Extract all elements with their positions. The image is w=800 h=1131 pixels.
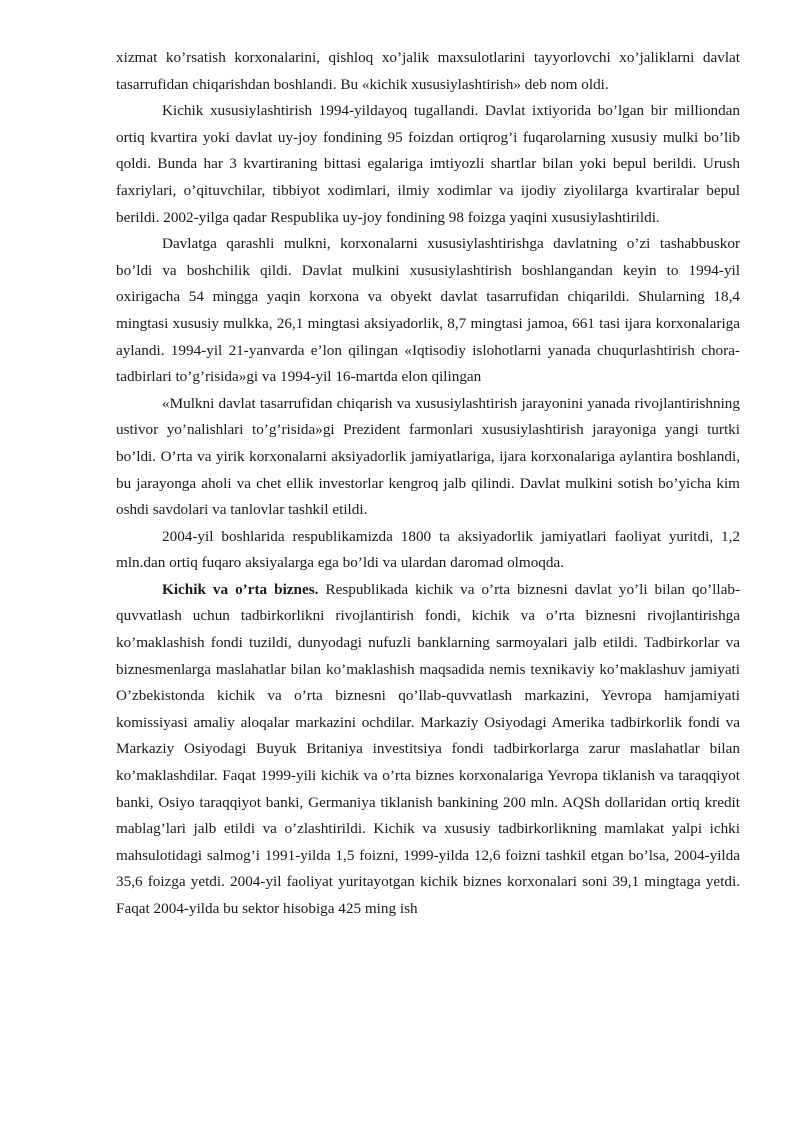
section-heading: Kichik va o’rta biznes. <box>162 580 319 598</box>
paragraph-6 <box>116 577 740 923</box>
paragraph-1-text: xizmat ko’rsatish korxonalarini, qishloq xo’jalik maxsulotlarini tayyorlovchi xo’jaliklarni davlat tasarrufidan chiqarishdan boshlandi. Bu «kichik xususiylashtirish» deb nom oldi. <box>116 49 740 93</box>
paragraph-4 <box>116 391 740 524</box>
paragraph-5-text: 2004-yil boshlarida respublikamizda 1800 ta aksiyadorlik jamiyatlari faoliyat yuritdi, 1,2 mln.dan ortiq fuqaro aksiyalarga ega bo’ldi va ulardan daromad olmoqda. <box>116 527 740 572</box>
paragraph-6-text: Respublikada kichik va o’rta biznesni davlat yo’li bilan qo’llab-quvvatlash uchun tadbirkorlikni rivojlantirish fondi, kichik va o’rta biznesni rivojlantirishga ko’maklashish fondi tuzildi, dunyodagi nufuzli banklarning sarmoyalari jalb etildi. Tadbirkorlar va biznesmenlarga maslahatlar bilan ko’maklashish maqsadida nemis texnikaviy ko’maklashuv jamiyati O’zbekistonda kichik va o’rta biznesni qo’llab-quvvatlash markazini, Yevropa hamjamiyati komissiyasi amaliy aloqalar markazini ochdilar. Markaziy Osiyodagi Amerika tadbirkorlik fondi va Markaziy Osiyodagi Buyuk Britaniya investitsiya fondi tadbirkorlarga zarur maslahatlar bilan ko’maklashdilar. Faqat 1999-yili kichik va o’rta biznes korxonalariga Yevropa tiklanish va taraqqiyot banki, Osiyo taraqqiyot banki, Germaniya tiklanish bankining 200 mln. AQSh dollaridan ortiq kredit mablag’lari jalb etildi va o’zlashtirildi. Kichik va xususiy tadbirkorlikning mamlakat yalpi ichki mahsulotidagi salmog’i 1991-yilda 1,5 foizni, 1999-yilda 12,6 foizni tashkil etgan bo’lsa, 2004-yilda 35,6 foizga yetdi. 2004-yil faoliyat yuritayotgan kichik biznes korxonalari soni 39,1 mingtaga yetdi. Faqat 2004-yilda bu sektor hisobiga 425 ming ish <box>116 580 740 917</box>
paragraph-5 <box>116 524 740 577</box>
paragraph-3-text: Davlatga qarashli mulkni, korxonalarni xususiylashtirishga davlatning o’zi tashabbuskor bo’ldi va boshchilik qildi. Davlat mulkini xususiylashtirish boshlangandan keyin to 1994-yil oxirigacha 54 mingga yaqin korxona va obyekt davlat tasarrufidan chiqarildi. Shularning 18,4 mingtasi xususiy mulkka, 26,1 mingtasi aksiyadorlik, 8,7 mingtasi jamoa, 661 tasi ijara korxonalariga aylandi. 1994-yil 21-yanvarda e’lon qilingan «Iqtisodiy islohotlarni yanada chuqurlashtirish chora-tadbirlari to’g’risida»gi va 1994-yil 16-martda elon qilingan <box>116 235 740 386</box>
paragraph-3 <box>116 231 740 391</box>
paragraph-4-text: «Mulkni davlat tasarrufidan chiqarish va xususiylashtirish jarayonini yanada rivojlantirishning ustivor yo’nalishlari to’g’risida»gi Prezident farmonlari xususiylashtirish jarayoniga yangi turtki bo’ldi. O’rta va yirik korxonalarni aksiyadorlik jamiyatlariga, ijara korxonalariga aylantira boshlandi, bu jarayonga aholi va chet ellik investorlar kengroq jalb qilindi. Davlat mulkini sotish bo’yicha kim oshdi savdolari va tanlovlar tashkil etildi. <box>116 394 740 519</box>
paragraph-2-text: Kichik xususiylashtirish 1994-yildayoq tugallandi. Davlat ixtiyorida bo’lgan bir milliondan ortiq kvartira yoki davlat uy-joy fondining 95 foizdan ortiqrog’i fuqarolarning xususiy mulki bo’lib qoldi. Bunda har 3 kvartiraning bittasi egalariga imtiyozli shartlar bilan yoki bepul berildi. Urush faxriylari, o’qituvchilar, tibbiyot xodimlari, ilmiy xodimlar va ijodiy ziyolilarga kvartiralar bepul berildi. 2002-yilga qadar Respublika uy-joy fondining 98 foizga yaqini xususiylashtirildi. <box>116 102 740 226</box>
paragraph-1 <box>116 45 740 98</box>
paragraph-2 <box>116 98 740 231</box>
